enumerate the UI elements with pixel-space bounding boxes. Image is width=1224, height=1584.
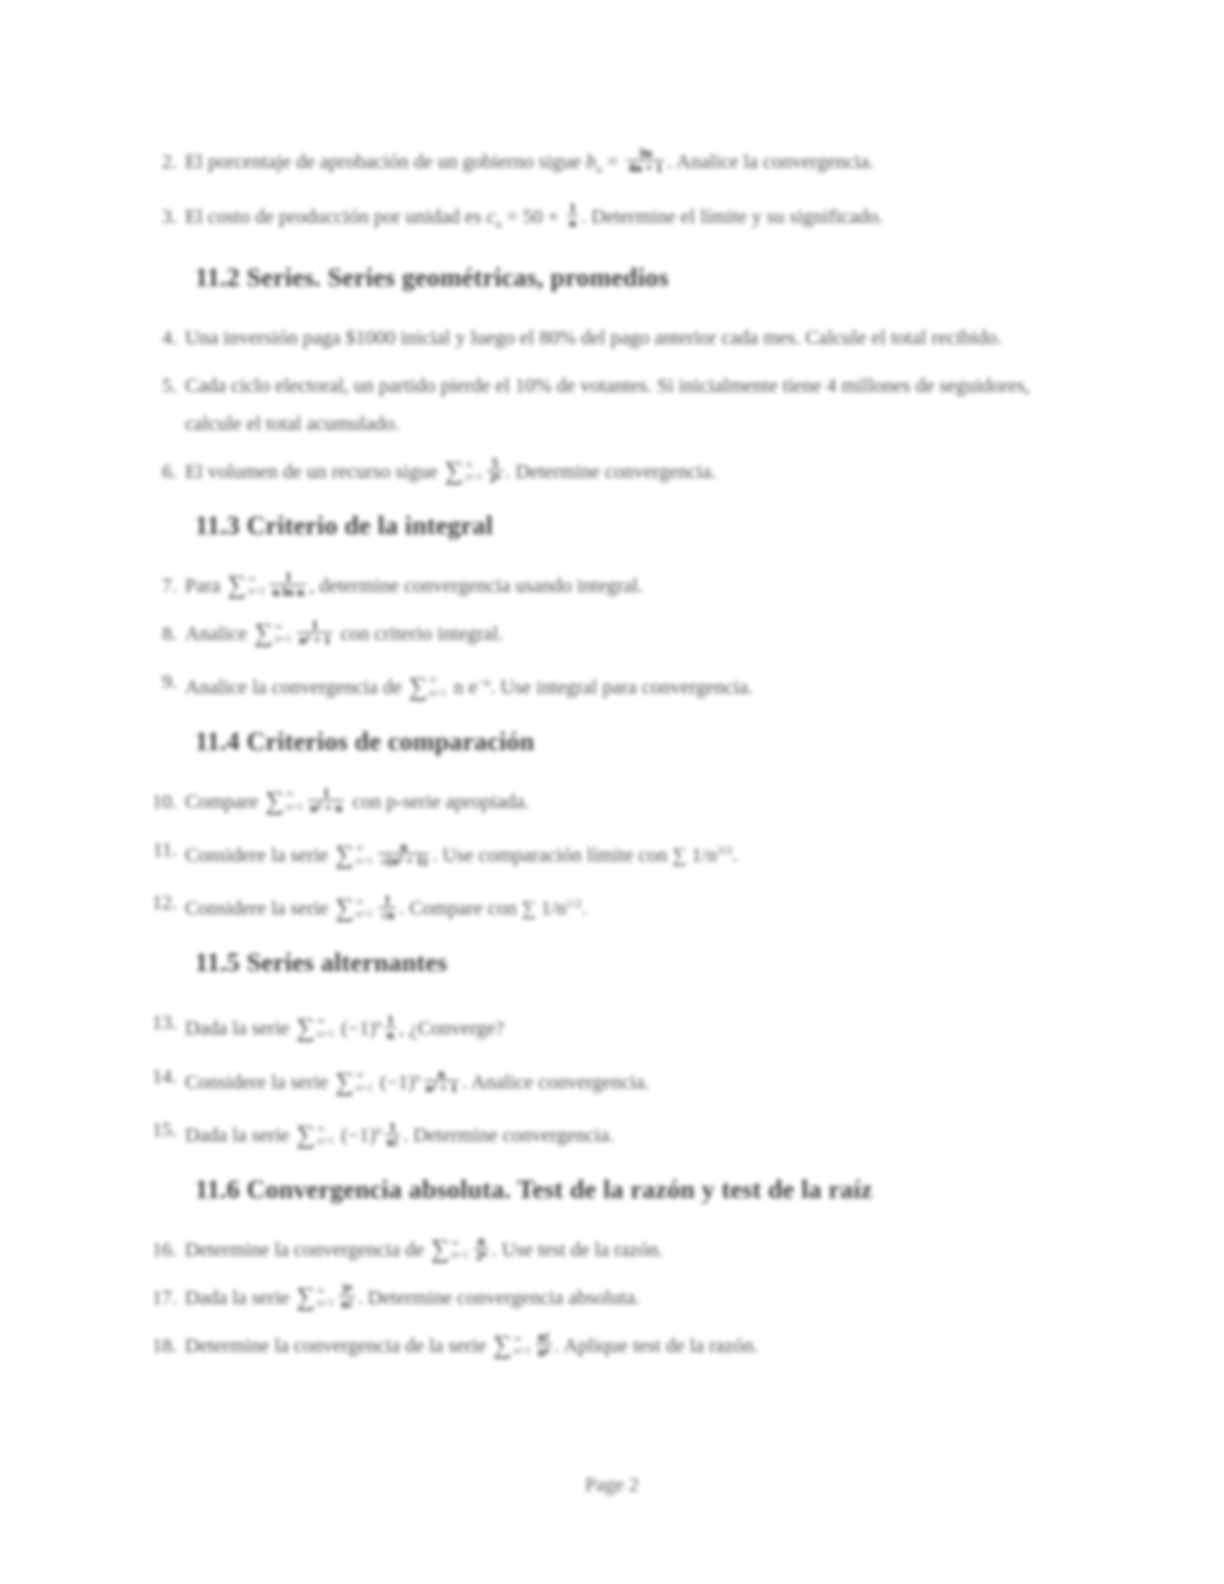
item-number: 2. [162,151,177,173]
summation-upper-limit: ∞ [274,620,283,633]
problem-item [145,1231,1072,1269]
text-run: (−1) [336,1124,376,1147]
text-run: (−1) [336,1017,376,1040]
sigma-symbol: ∑ [265,786,284,816]
fraction [536,1330,552,1358]
summation-upper-limit: ∞ [316,1122,325,1135]
summation-limits [514,1333,531,1358]
item-number: 4. [162,327,177,349]
summation-limits [452,1237,469,1262]
fraction-numerator: n [437,1065,446,1081]
sigma-symbol: ∑ [335,1066,354,1096]
fraction [378,893,396,921]
summation-upper-limit: ∞ [316,1284,325,1297]
superscript: 3/2 [717,842,733,857]
superscript: n [375,1123,382,1138]
summation-lower-limit: n=1 [274,633,292,646]
summation-lower-limit: n=2 [248,585,266,598]
item-number: 7. [162,575,177,597]
item-text [185,198,1072,243]
item-text [185,884,1072,928]
fraction [297,618,333,646]
summation [228,572,266,598]
fraction [567,201,578,229]
item-text [185,615,1072,653]
summation-lower-limit: n=1 [355,854,374,867]
summation-upper-limit: ∞ [355,895,364,908]
summation-limits [317,1285,334,1310]
summation [296,1122,334,1148]
fraction-numerator: 1 [284,569,292,585]
text-run: . [581,897,587,920]
sigma-symbol: ∑ [444,456,464,486]
summation-lower-limit: n=1 [285,801,304,814]
item-text [185,783,1072,821]
summation-upper-limit: ∞ [248,572,256,585]
item-number: 12. [152,892,177,915]
summation [335,839,374,869]
sigma-symbol: ∑ [335,893,354,923]
section-heading: 11.3 Criterio de la integral [195,511,494,540]
fraction [308,786,344,814]
text-run: Determine la convergencia de la serie [185,1334,492,1357]
text-run: Analice [185,623,253,645]
text-run: Compare [185,790,264,813]
summation [335,1066,374,1096]
fraction-denominator: 4n + 1 [628,159,663,175]
superscript: 1/2 [566,896,582,911]
problem-item [145,319,1072,357]
fraction-numerator: 1 [383,892,391,908]
variable-with-subscript: $b_n$ [585,151,602,176]
summation [431,1236,469,1262]
fraction [339,1282,355,1310]
summation-lower-limit: n=1 [316,1297,335,1310]
summation-limits [248,573,265,598]
problem-item [145,1004,1072,1048]
fraction-denominator: n [569,214,577,230]
text-run: . Analice convergencia. [462,1071,650,1094]
section-heading: 11.4 Criterios de comparación [195,726,535,756]
summation-upper-limit: ∞ [285,788,294,801]
sigma-symbol: ∑ [296,1120,315,1150]
variable-with-subscript: $c_n$ [486,206,502,231]
text-run: Considere la serie [185,1071,334,1094]
text-run: Cada ciclo electoral, un partido pierde el 10% de votantes. Si inicialmente tiene 4 millones de seguidores, calcule el total acumulado. [185,375,1030,435]
summation-lower-limit: n=1 [355,908,374,921]
fraction-denominator: nⁿ [537,1343,550,1359]
fraction-denominator: n³ + n [310,799,343,815]
summation-limits [465,459,482,484]
item-text [185,1111,1072,1155]
summation-limits [356,842,373,867]
superscript: n [375,1015,382,1030]
sigma-symbol: ∑ [408,672,428,702]
fraction [626,146,664,174]
summation-lower-limit: n=1 [316,1135,335,1148]
summation-limits [356,1069,373,1094]
fraction-denominator: n! [386,1133,399,1149]
summation [493,1332,531,1358]
text-run: . Aplique test de la razón. [554,1334,759,1357]
fraction [474,1234,489,1262]
item-text [185,367,1072,443]
text-run: . Use test de la razón. [491,1238,664,1261]
item-number: 5. [162,375,177,397]
fraction-numerator: 1 [569,200,576,216]
summation-lower-limit: n=1 [513,1345,531,1358]
fraction-numerator: 5 [491,455,499,471]
fraction-numerator: 1 [311,617,318,633]
text-run: = 50 + [501,206,565,228]
fraction-numerator: 1 [389,1119,396,1135]
summation-limits [317,1123,334,1148]
item-number: 3. [162,206,177,228]
item-number: 13. [152,1011,177,1034]
fraction-numerator: n [400,838,408,854]
text-run: . [732,844,738,867]
text-run: . Determine el límite y su significado. [581,206,884,228]
problem-item [145,1279,1072,1317]
text-run: . Determine convergencia. [505,461,717,483]
summation [265,788,303,814]
problem-item [145,198,1072,243]
item-number: 9. [162,671,177,693]
text-run: El porcentaje de aprobación de un gobierno sigue [185,151,586,173]
summation-limits [429,674,446,699]
item-text [185,453,1072,491]
sigma-symbol: ∑ [296,1013,315,1043]
fraction [424,1067,460,1095]
problem-item [145,663,1072,707]
text-run: . Use integral para convergencia. [490,676,754,699]
text-run: (−1) [375,1071,415,1094]
text-run: Dada la serie [185,1124,295,1147]
text-run: Considere la serie [185,844,334,867]
item-number: 8. [162,623,177,645]
item-number: 14. [152,1065,177,1088]
item-text [185,1004,1072,1048]
problem-item [145,367,1072,443]
item-number: 17. [152,1286,177,1309]
fraction-numerator: n [477,1233,485,1249]
sigma-symbol: ∑ [335,839,354,869]
item-number: 18. [152,1334,177,1357]
fraction-denominator: n² + 1 [425,1080,458,1096]
summation-upper-limit: ∞ [513,1332,522,1345]
problem-item [145,615,1072,653]
problem-item [145,831,1072,875]
summation [409,674,447,700]
text-run: . Analice la convergencia. [667,151,875,173]
text-run: = [601,151,624,173]
summation-upper-limit: ∞ [316,1015,325,1028]
fraction-denominator: √n [380,906,395,922]
sigma-symbol: ∑ [227,570,247,600]
text-run: Considere la serie [185,897,334,920]
fraction-numerator: 3n [638,145,653,161]
fraction [487,456,502,484]
problem-item [145,453,1072,491]
item-text [185,831,1072,875]
summation [335,895,373,921]
item-number: 11. [152,838,177,861]
fraction-denominator: 2ⁿ [475,1247,487,1263]
item-number: 16. [152,1238,177,1261]
problem-item [145,1111,1072,1155]
fraction-denominator: 2ⁿ [489,469,501,485]
text-run: Dada la serie [185,1286,295,1309]
section-heading: 11.6 Convergencia absoluta. Test de la razón y test de la raíz [195,1174,873,1204]
summation-upper-limit: ∞ [355,1069,364,1082]
fraction-numerator: n! [538,1329,550,1345]
fraction-numerator: 3ⁿ [341,1281,353,1297]
item-text [185,1327,1072,1365]
summation-limits [317,1015,334,1040]
summation-lower-limit: n=1 [465,471,483,484]
sigma-symbol: ∑ [430,1234,450,1264]
text-run: con p-serie apropiada. [347,790,530,813]
fraction-numerator: 1 [322,784,330,800]
problem-item [145,1058,1072,1102]
problem-item [145,567,1072,605]
summation-upper-limit: ∞ [451,1236,460,1249]
text-run: . Compare con ∑ 1/n [399,897,567,920]
summation-limits [286,788,303,813]
item-text [185,1279,1072,1317]
item-text [185,1231,1072,1269]
summation-upper-limit: ∞ [429,674,438,687]
item-number: 15. [152,1119,177,1142]
summation [296,1284,334,1310]
item-text [185,143,1072,188]
problem-item [145,143,1072,188]
fraction-denominator: n² + 1 [298,631,331,647]
fraction-denominator: √(n⁵ + 1) [380,853,428,869]
item-number: 10. [152,790,177,813]
fraction [270,570,306,598]
fraction [378,840,429,868]
item-text [185,1058,1072,1102]
item-text [185,567,1072,605]
problem-item [145,1327,1072,1365]
item-text [185,663,1072,707]
summation-upper-limit: ∞ [465,458,474,471]
text-run: , ¿Converge? [399,1017,505,1040]
text-run: Una inversión paga $1000 inicial y luego el 80% del pago anterior cada mes. Calcule el total recibido. [185,327,1002,349]
summation [445,458,483,484]
section-heading: 11.5 Series alternantes [195,947,448,977]
fraction-denominator: n ln n [272,583,305,599]
text-run: . Determine convergencia absoluta. [357,1286,641,1309]
sigma-symbol: ∑ [254,618,273,648]
text-run: . Determine convergencia. [403,1124,614,1147]
text-run: El volumen de un recurso sigue [185,461,443,483]
sigma-symbol: ∑ [493,1330,512,1360]
summation-lower-limit: n=1 [355,1081,374,1094]
summation [254,620,292,646]
summation-lower-limit: n=1 [451,1249,469,1262]
fraction [385,1013,396,1041]
text-run: Analice la convergencia de [185,676,407,699]
fraction [385,1120,401,1148]
problem-item [145,884,1072,928]
text-run: . Use comparación límite con ∑ 1/n [432,844,718,867]
summation-lower-limit: n=1 [429,687,447,700]
fraction-numerator: 1 [387,1011,394,1027]
text-run: Determine la convergencia de [185,1238,429,1261]
text-run: El costo de producción por unidad es [185,206,487,228]
summation-upper-limit: ∞ [355,842,364,855]
text-run: Para [185,575,226,597]
text-run: con criterio integral. [335,623,504,645]
fraction-denominator: n [386,1026,394,1042]
superscript: −n [477,675,491,689]
page-footer: Page 2 [585,1474,639,1496]
summation [296,1015,334,1041]
fraction-denominator: n! [341,1295,353,1311]
section-heading: 11.2 Series. Series geométricas, promedios [195,263,669,292]
summation-limits [275,621,292,646]
text-run: n e [448,676,478,699]
summation-lower-limit: n=1 [316,1028,335,1041]
problem-item [145,783,1072,821]
item-number: 6. [162,461,177,483]
superscript: n [414,1069,421,1084]
summation-limits [356,896,373,921]
text-run: Dada la serie [185,1017,295,1040]
sigma-symbol: ∑ [296,1282,315,1312]
text-run: , determine convergencia usando integral. [309,575,644,597]
item-text [185,319,1072,357]
